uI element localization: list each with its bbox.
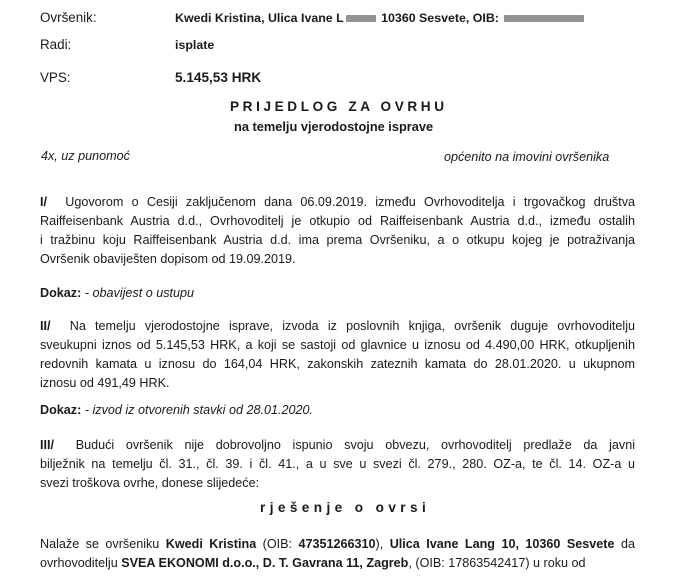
- radi-label: Radi:: [40, 37, 72, 52]
- section-1-line: I/ Ugovorom o Cesiji zaključenom dana 06.09.2019. između Ovrhovoditelja i trgovačkog društva: [40, 195, 636, 209]
- ovrsenik-label: Ovršenik:: [40, 10, 97, 25]
- vps-value: 5.145,53 HRK: [175, 70, 262, 85]
- section-3-line: svezi troškova ovrhe, donese slijedeće:: [40, 476, 260, 490]
- section-2-line: redovnih kamata u iznosu do 164,04 HRK, zakonskih zateznih kamata do 28.01.2020. u ukupnom: [40, 357, 635, 371]
- section-3: [40, 436, 635, 493]
- final-line-2: ovrhovoditelju SVEA EKONOMI d.o.o., D. T. Gavrana 11, Zagreb, (OIB: 17863542417) u roku od: [40, 556, 586, 570]
- section-3-number: III/: [40, 438, 54, 452]
- dokaz-1: [40, 286, 194, 300]
- section-2-line: sveukupni iznos od 5.145,53 HRK, a koji se sastoji od glavnice u iznosu od 4.490,00 HRK, otkupljenih: [40, 338, 635, 352]
- redaction-mark: [504, 15, 584, 22]
- ovrsenik-name-address: Kwedi Kristina, Ulica Ivane L: [175, 11, 344, 25]
- section-1-line: i tražbinu koju Raiffeisenbank Austria d.d. ima prema Ovršeniku, a o otkupu kojeg je potraživanja: [40, 233, 635, 247]
- section-1-line: Ovršenik obaviješten dopisom od 19.09.2019.: [40, 252, 296, 266]
- section-3-line: III/ Budući ovršenik nije dobrovoljno ispunio svoju obvezu, ovrhovoditelj predlaže da javni: [40, 438, 635, 452]
- section-1-number: I/: [40, 195, 47, 209]
- final-line-1: Nalaže se ovršeniku Kwedi Kristina (OIB: 47351266310), Ulica Ivane Lang 10, 10360 Sesvete da: [40, 537, 635, 551]
- section-2-line: iznosu od 491,49 HRK.: [40, 376, 170, 390]
- redaction-mark: [346, 15, 376, 22]
- dokaz-1-label: Dokaz:: [40, 286, 82, 300]
- section-1-line: Raiffeisenbank Austria d.d., Ovrhovoditelj je otkupio od Raiffeisenbank Austria d.d., između ostalih: [40, 214, 635, 228]
- radi-value: isplate: [175, 38, 215, 52]
- section-2: [40, 317, 635, 393]
- section-3-line: bilježnik na temelju čl. 31., čl. 39. i čl. 41., a u sve u svezi čl. 279., 280. OZ-a, te čl. 14. OZ-a u: [40, 457, 635, 471]
- document-subtitle: na temelju vjerodostojne isprave: [234, 119, 434, 134]
- resenje-heading: rješenje o ovrsi: [260, 500, 431, 515]
- section-1: [40, 193, 635, 269]
- meta-left: 4x, uz punomoć: [41, 149, 130, 163]
- final-paragraph: [40, 535, 635, 573]
- document-title: PRIJEDLOG ZA OVRHU: [230, 99, 448, 114]
- section-2-line: II/ Na temelju vjerodostojne isprave, izvoda iz poslovnih knjiga, ovršenik duguje ovrhovoditelju: [40, 319, 636, 333]
- meta-right: općenito na imovini ovršenika: [444, 150, 610, 164]
- dokaz-2-text: - izvod iz otvorenih stavki od 28.01.2020.: [81, 403, 314, 417]
- ovrsenik-value: [175, 11, 586, 25]
- section-2-number: II/: [40, 319, 51, 333]
- dokaz-2: [40, 403, 313, 417]
- ovrsenik-city-oib: 10360 Sesvete, OIB:: [377, 11, 503, 25]
- dokaz-2-label: Dokaz:: [40, 403, 82, 417]
- vps-label: VPS:: [40, 70, 71, 85]
- dokaz-1-text: - obavijest o ustupu: [81, 286, 195, 300]
